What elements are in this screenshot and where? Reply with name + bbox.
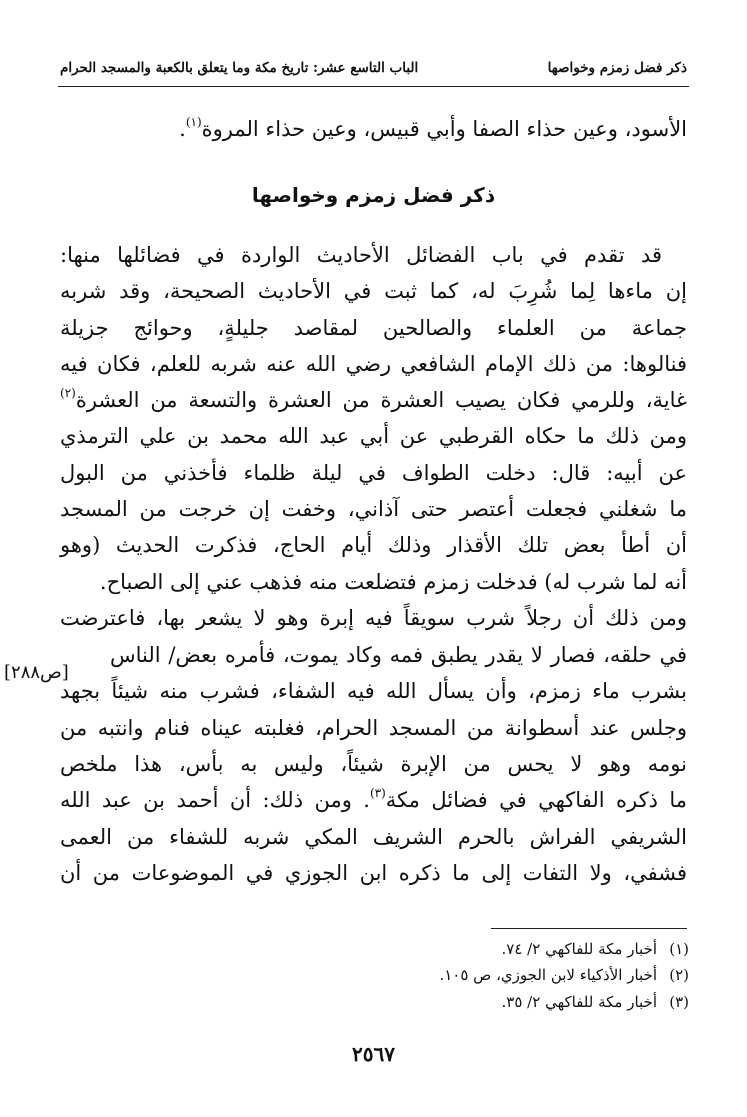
body-line-17: الشريفي الفراش بالحرم الشريف المكي شربه للشفاء من العمى xyxy=(60,825,687,849)
body-line-10: أنه لما شرب له) فدخلت زمزم فتضلعت منه فذهب عني إلى الصباح. xyxy=(99,570,687,594)
footnote-number: (٣) xyxy=(669,993,689,1011)
body-line-18: فشفي، ولا التفات إلى ما ذكره ابن الجوزي في الموضوعات من أن xyxy=(60,861,687,885)
body-line-11: ومن ذلك أن رجلاً شرب سويقاً فيه إبرة وهو لا يشعر بها، فاعترضت xyxy=(60,606,687,630)
section-title: ذكر فضل زمزم وخواصها xyxy=(251,183,496,207)
footnote-divider xyxy=(491,928,687,929)
footnote-text: أخبار مكة للفاكهي ٢/ ٧٤. xyxy=(501,940,657,958)
header-divider xyxy=(58,86,689,87)
page-number: ٢٥٦٧ xyxy=(352,1042,395,1066)
footnote-ref-2: (٢) xyxy=(60,386,76,400)
page-margin-marker: [ص٢٨٨] xyxy=(4,662,69,683)
body-line-16: ما ذكره الفاكهي في فضائل مكة$^{(٣)}$. ومن ذلك: أن أحمد بن عبد الله xyxy=(60,786,687,812)
body-line-14: وجلس عند أسطوانة من المسجد الحرام، فغلبته عيناه فنام وانتبه من xyxy=(60,716,687,740)
body-line-9: أن أطأ بعض تلك الأقذار وذلك أيام الحاج، فذكرت الحديث (وهو xyxy=(60,533,687,557)
body-line-12: في حلقه، فصار لا يقدر يطبق فمه وكاد يموت، فأمره بعض/ الناس xyxy=(110,643,687,667)
header-chapter-section: ذكر فضل زمزم وخواصها xyxy=(547,60,687,76)
body-line-7: عن أبيه: قال: دخلت الطواف في ليلة ظلماء فأخذني من البول xyxy=(60,461,687,485)
footnote-1 xyxy=(501,938,689,960)
header-chapter-title: الباب التاسع عشر: تاريخ مكة وما يتعلق بالكعبة والمسجد الحرام xyxy=(60,60,419,76)
body-line-1: قد تقدم في باب الفضائل الأحاديث الواردة في فضائلها منها: xyxy=(60,243,662,267)
footnote-3 xyxy=(501,991,689,1013)
body-line-5: غاية، وللرمي فكان يصيب العشرة من العشرة والتسعة من العشرة$^{(٢)}$ xyxy=(60,386,687,412)
footnote-text: أخبار مكة للفاكهي ٢/ ٣٥. xyxy=(501,993,657,1011)
body-line-6: ومن ذلك ما حكاه القرطبي عن أبي عبد الله محمد بن علي الترمذي xyxy=(60,424,687,448)
footnote-number: (١) xyxy=(669,940,689,958)
footnote-2 xyxy=(439,964,689,986)
footnote-ref-3: (٣) xyxy=(369,786,386,800)
body-line-3: جماعة من العلماء والصالحين لمقاصد جليلةٍ، وحوائج جزيلة xyxy=(60,316,687,340)
body-line-8: ما شغلني فجعلت أعتصر حتى آذاني، وخفت إن خرجت من المسجد xyxy=(60,497,687,521)
footnote-number: (٢) xyxy=(669,966,689,984)
intro-line: الأسود، وعين حذاء الصفا وأبي قبيس، وعين حذاء المروة$^{(١)}$. xyxy=(179,115,687,141)
body-line-13: بشرب ماء زمزم، وأن يسأل الله فيه الشفاء، فشرب منه شيئاً بجهد xyxy=(60,679,687,703)
body-line-2: إن ماءها لِما شُرِبَ له، كما ثبت في الأحاديث الصحيحة، وقد شربه xyxy=(60,279,687,303)
footnote-text: أخبار الأذكياء لابن الجوزي، ص ١٠٥. xyxy=(439,966,657,984)
footnote-ref-1: (١) xyxy=(185,115,202,129)
body-line-15: نومه وهو لا يحس من الإبرة شيئاً، وليس به بأس، هذا ملخص xyxy=(60,752,687,776)
running-header xyxy=(60,56,687,80)
body-line-4: فنالوها: من ذلك الإمام الشافعي رضي الله عنه شربه للعلم، فكان فيه xyxy=(60,352,687,376)
